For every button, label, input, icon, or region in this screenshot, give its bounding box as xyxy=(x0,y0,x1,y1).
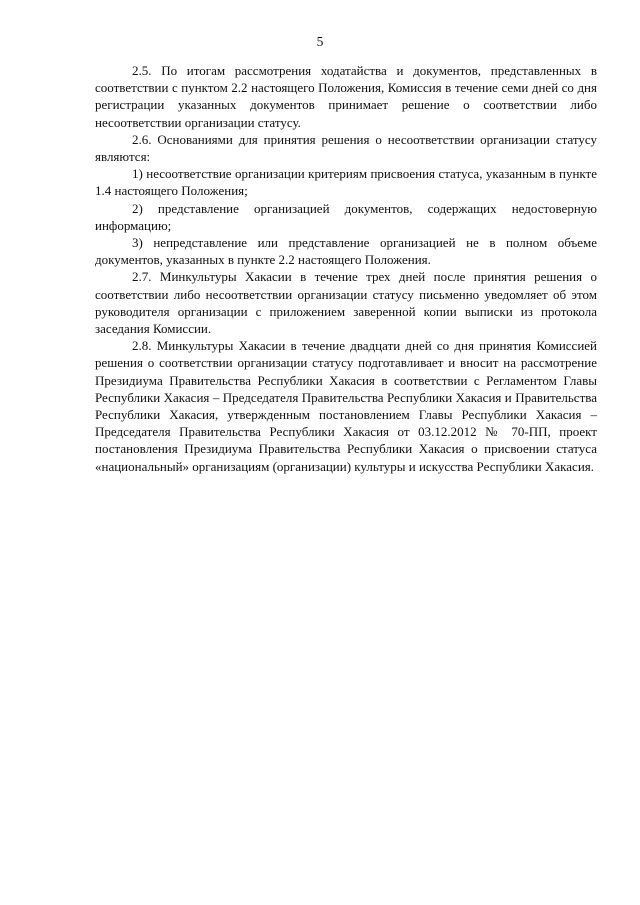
list-item-1: 1) несоответствие организации критериям присвоения статуса, указанным в пункте 1.4 настоящего Положения; xyxy=(95,166,597,199)
paragraph-2-5: 2.5. По итогам рассмотрения ходатайства и документов, представленных в соответствии с пунктом 2.2 настоящего Положения, Комиссия в течение семи дней со дня регистрации указанных документов принимает решение о соответствии либо несоответствии организации статусу. xyxy=(95,63,597,130)
page-number: 5 xyxy=(316,34,324,49)
paragraph-2-7: 2.7. Минкультуры Хакасии в течение трех дней после принятия решения о соответствии либо несоответствии организации статусу письменно уведомляет об этом руководителя организации с приложением заверенной копии выписки из протокола заседания Комиссии. xyxy=(95,269,597,337)
document-body xyxy=(95,62,597,475)
list-item-2: 2) представление организацией документов, содержащих недостоверную информацию; xyxy=(95,200,597,233)
paragraph-2-6: 2.6. Основаниями для принятия решения о несоответствии организации статусу являются: xyxy=(95,131,597,165)
paragraph-2-8: 2.8. Минкультуры Хакасии в течение двадцати дней со дня принятия Комиссией решения о соответствии организации статусу подготавливает и вносит на рассмотрение Президиума Правительства Республики Хакасия в соответствии с Регламентом Главы Республики Хакасия – Председателя Правительства Республики Хакасия и Правительства Республики Хакасия, утвержденным постановлением Главы Республики Хакасия – Председателя Правительства Республики Хакасия от 03.12.2012 № 70-ПП, проект постановления Президиума Правительства Республики Хакасия о присвоении статуса «национальный» организациям (организации) культуры и искусства Республики Хакасия. xyxy=(95,338,597,474)
list-item-3: 3) непредставление или представление организацией не в полном объеме документов, указанных в пункте 2.2 настоящего Положения. xyxy=(95,235,597,268)
